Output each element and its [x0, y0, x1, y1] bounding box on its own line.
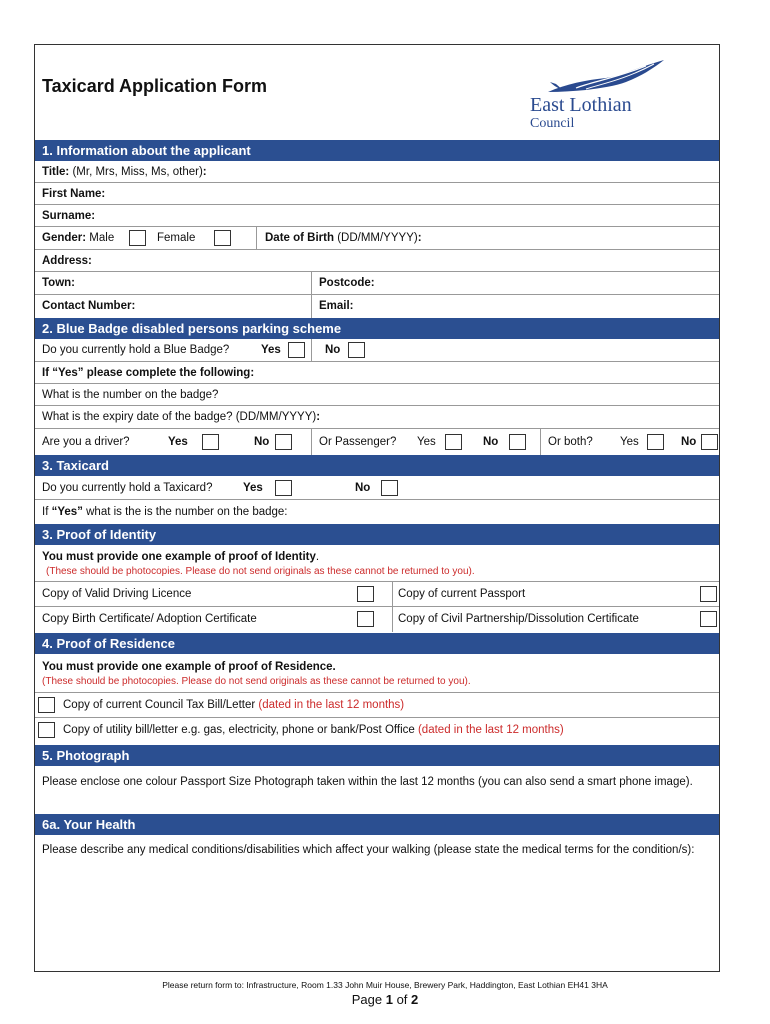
residence-intro-row	[35, 654, 719, 693]
driver-passenger-row	[35, 429, 719, 455]
driver-no-label: No	[254, 436, 270, 448]
taxicard-row	[35, 476, 719, 500]
female-label: Female	[157, 232, 196, 244]
divider	[311, 295, 312, 318]
section-identity-header: 3. Proof of Identity	[35, 524, 719, 545]
birth-certificate-label: Copy Birth Certificate/ Adoption Certificate	[42, 613, 257, 625]
council-tax-label: Copy of current Council Tax Bill/Letter	[63, 699, 256, 711]
utility-bill-note: (dated in the last 12 months)	[414, 724, 564, 736]
identity-row-2	[35, 607, 719, 632]
residence-intro: You must provide one example of proof of Residence.	[42, 661, 336, 673]
badge-expiry-label: What is the expiry date of the badge? (DD/MM/YYYY)	[42, 411, 317, 423]
section-1-header: 1. Information about the applicant	[35, 140, 719, 161]
both-no-label: No	[681, 436, 697, 448]
section-photograph-header: 5. Photograph	[35, 745, 719, 766]
dob-colon: :	[417, 232, 422, 244]
first-name-row[interactable]	[35, 183, 719, 205]
blue-badge-no-label: No	[325, 344, 341, 356]
health-row[interactable]	[35, 835, 719, 971]
address-label: Address:	[42, 255, 92, 267]
driving-licence-checkbox[interactable]	[357, 586, 374, 602]
identity-intro-dot: .	[315, 551, 320, 563]
badge-number-label: What is the number on the badge?	[42, 389, 219, 401]
driver-yes-label: Yes	[168, 436, 188, 448]
taxicard-if-prefix: If	[42, 506, 52, 518]
blue-badge-yes-checkbox[interactable]	[288, 342, 305, 358]
contact-label[interactable]: Contact Number:	[42, 300, 136, 312]
address-row[interactable]	[35, 250, 719, 272]
both-no-checkbox[interactable]	[701, 434, 718, 450]
divider	[256, 227, 257, 249]
identity-row-1	[35, 582, 719, 607]
utility-bill-checkbox[interactable]	[38, 722, 55, 738]
both-yes-label: Yes	[620, 436, 639, 448]
divider	[311, 429, 312, 455]
blue-badge-no-checkbox[interactable]	[348, 342, 365, 358]
title-hint: (Mr, Mrs, Miss, Ms, other)	[69, 166, 203, 178]
passenger-yes-label: Yes	[417, 436, 436, 448]
photograph-row	[35, 766, 719, 814]
surname-label: Surname:	[42, 210, 96, 222]
gender-label: Gender:	[42, 232, 87, 244]
dob-label: Date of Birth	[265, 232, 334, 244]
residence-row-1	[35, 693, 719, 718]
both-question: Or both?	[548, 436, 593, 448]
title-label: Title:	[42, 166, 70, 178]
health-text: Please describe any medical conditions/disabilities which affect your walking (please state the medical terms for the condition/s):	[42, 844, 695, 856]
gender-dob-row	[35, 227, 719, 250]
email-label[interactable]: Email:	[319, 300, 354, 312]
taxicard-yes-checkbox[interactable]	[275, 480, 292, 496]
title-colon: :	[202, 166, 207, 178]
dob-field[interactable]	[265, 232, 422, 244]
passport-checkbox[interactable]	[700, 586, 717, 602]
photograph-text: Please enclose one colour Passport Size Photograph taken within the last 12 months (you can also send a smart phone image).	[42, 776, 693, 788]
civil-partnership-checkbox[interactable]	[700, 611, 717, 627]
taxicard-if-yes: “Yes”	[51, 506, 83, 518]
identity-intro: You must provide one example of proof of Identity	[42, 551, 316, 563]
taxicard-no-label: No	[355, 482, 371, 494]
if-yes-row	[35, 362, 719, 384]
council-tax-checkbox[interactable]	[38, 697, 55, 713]
logo-line1: East Lothian	[530, 94, 632, 116]
eagle-logo-icon	[546, 58, 666, 98]
badge-expiry-row[interactable]	[35, 406, 719, 429]
surname-row[interactable]	[35, 205, 719, 227]
divider	[392, 607, 393, 632]
council-tax-note: (dated in the last 12 months)	[255, 699, 405, 711]
divider	[392, 582, 393, 606]
page-number	[0, 992, 770, 1007]
section-3-header: 3. Taxicard	[35, 455, 719, 476]
driver-question: Are you a driver?	[42, 436, 130, 448]
contact-email-row	[35, 295, 719, 318]
birth-certificate-checkbox[interactable]	[357, 611, 374, 627]
blue-badge-row	[35, 339, 719, 362]
town-label[interactable]: Town:	[42, 277, 75, 289]
passenger-yes-checkbox[interactable]	[445, 434, 462, 450]
divider	[311, 339, 312, 361]
identity-note: (These should be photocopies. Please do not send originals as these cannot be returned to you).	[46, 566, 475, 577]
taxicard-number-label: what is the is the number on the badge:	[82, 506, 288, 518]
logo-line2: Council	[530, 116, 575, 131]
page-current: 1	[385, 992, 393, 1007]
taxicard-no-checkbox[interactable]	[381, 480, 398, 496]
both-yes-checkbox[interactable]	[647, 434, 664, 450]
page-prefix: Page	[351, 992, 386, 1007]
town-postcode-row	[35, 272, 719, 295]
passport-label: Copy of current Passport	[398, 588, 526, 600]
divider	[540, 429, 541, 455]
female-checkbox[interactable]	[214, 230, 231, 246]
identity-intro-row	[35, 545, 719, 582]
section-health-header: 6a. Your Health	[35, 814, 719, 835]
passenger-question: Or Passenger?	[319, 436, 397, 448]
taxicard-yes-label: Yes	[243, 482, 263, 494]
male-label: Male	[86, 232, 115, 244]
section-residence-header: 4. Proof of Residence	[35, 633, 719, 654]
page-mid: of	[392, 992, 412, 1007]
driver-yes-checkbox[interactable]	[202, 434, 219, 450]
page-total: 2	[411, 992, 419, 1007]
badge-number-row[interactable]	[35, 384, 719, 406]
title-row[interactable]	[35, 161, 719, 183]
divider	[311, 272, 312, 294]
section-2-header: 2. Blue Badge disabled persons parking scheme	[35, 318, 719, 339]
council-logo	[530, 58, 710, 133]
badge-expiry-colon: :	[316, 411, 321, 423]
residence-row-2	[35, 718, 719, 744]
male-checkbox[interactable]	[129, 230, 146, 246]
taxicard-number-row[interactable]	[35, 500, 719, 524]
civil-partnership-label: Copy of Civil Partnership/Dissolution Certificate	[398, 613, 639, 625]
return-address: Please return form to: Infrastructure, Room 1.33 John Muir House, Brewery Park, Haddington, East Lothian EH41 3HA	[162, 980, 608, 990]
postcode-label[interactable]: Postcode:	[319, 277, 375, 289]
passenger-no-checkbox[interactable]	[509, 434, 526, 450]
form-title: Taxicard Application Form	[42, 76, 268, 96]
residence-note: (These should be photocopies. Please do not send originals as these cannot be returned to you).	[42, 676, 471, 687]
driving-licence-label: Copy of Valid Driving Licence	[42, 588, 192, 600]
if-yes-label: If “Yes” please complete the following:	[42, 367, 255, 379]
driver-no-checkbox[interactable]	[275, 434, 292, 450]
taxicard-question: Do you currently hold a Taxicard?	[42, 482, 213, 494]
passenger-no-label: No	[483, 436, 499, 448]
utility-bill-label: Copy of utility bill/letter e.g. gas, electricity, phone or bank/Post Office	[63, 724, 415, 736]
blue-badge-question: Do you currently hold a Blue Badge?	[42, 344, 230, 356]
dob-hint: (DD/MM/YYYY)	[334, 232, 418, 244]
blue-badge-yes-label: Yes	[261, 344, 281, 356]
first-name-label: First Name:	[42, 188, 106, 200]
